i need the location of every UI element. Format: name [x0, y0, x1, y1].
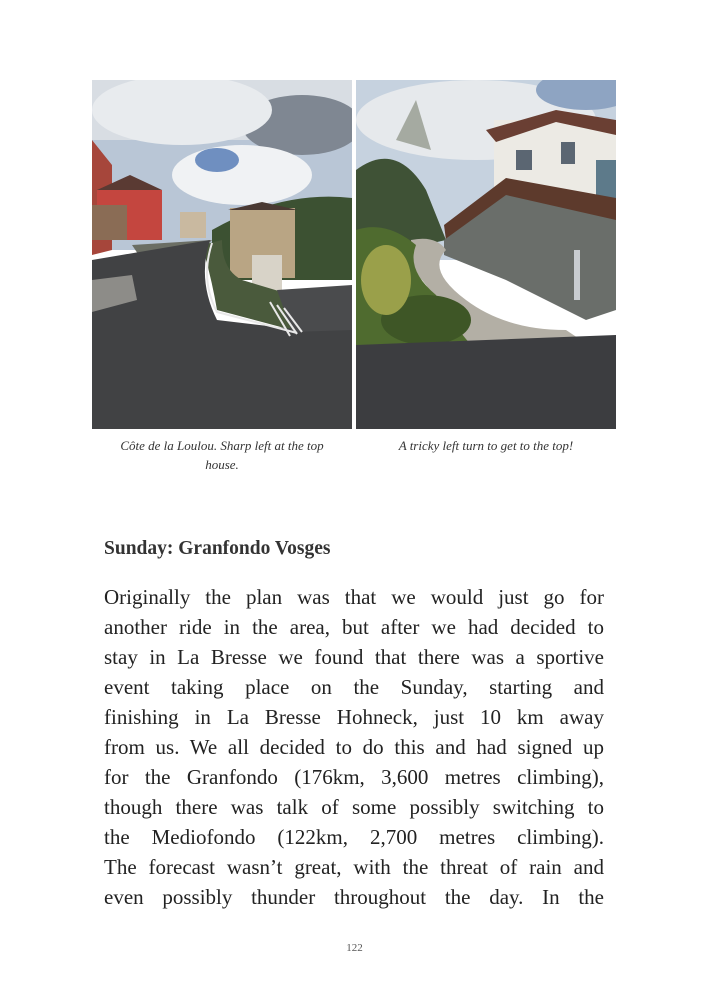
body-line: even possibly thunder throughout the day. In the [104, 885, 604, 909]
body-paragraph [104, 582, 604, 912]
body-line: The forecast wasn’t great, with the threat of rain and [104, 855, 604, 879]
body-line: from us. We all decided to do this and had signed up [104, 735, 604, 759]
body-line: stay in La Bresse we found that there was a sportive [104, 645, 604, 669]
figure-caption: A tricky left turn to get to the top! [398, 438, 574, 453]
photo-cote-de-la-loulou [92, 80, 352, 429]
section-heading: Sunday: Granfondo Vosges [104, 538, 331, 559]
page-number: 122 [346, 942, 363, 954]
photo-tricky-left-turn [356, 80, 616, 429]
body-line: event taking place on the Sunday, starting and [104, 675, 604, 699]
body-line: finishing in La Bresse Hohneck, just 10 km away [104, 705, 604, 729]
body-line: Originally the plan was that we would just go for [104, 585, 604, 609]
body-line: though there was talk of some possibly switching to [104, 795, 604, 819]
body-line: the Mediofondo (122km, 2,700 metres climbing). [104, 825, 604, 849]
body-line: for the Granfondo (176km, 3,600 metres climbing), [104, 765, 604, 789]
figure-caption: Côte de la Loulou. Sharp left at the top house. [120, 438, 324, 472]
body-line: another ride in the area, but after we had decided to [104, 615, 604, 639]
